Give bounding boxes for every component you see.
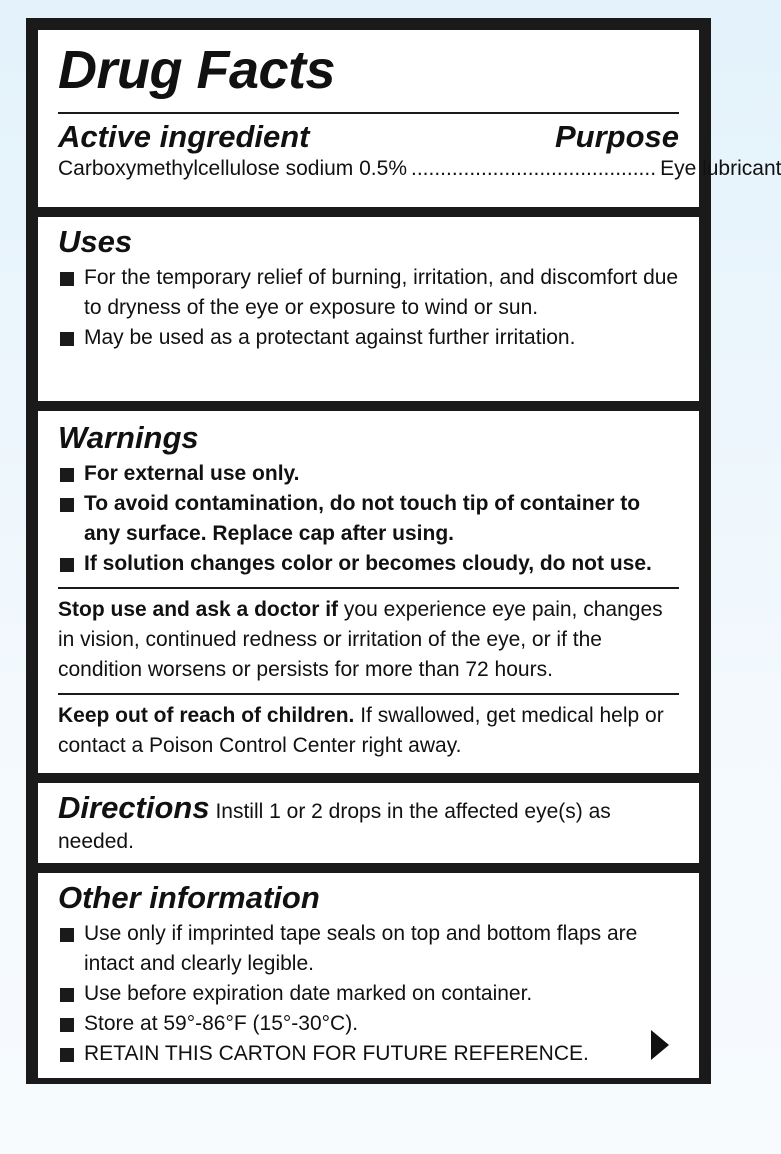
stop-use-heading: Stop use and ask a doctor if (58, 598, 339, 621)
list-item: Use before expiration date marked on container. (58, 979, 679, 1009)
uses-heading: Uses (58, 224, 133, 259)
keep-out-text: If swallowed, get medical help or contact a Poison Control Center right away. (58, 704, 664, 757)
page-title: Drug Facts (58, 40, 336, 100)
active-ingredient-header (58, 118, 679, 156)
uses-list (58, 263, 679, 353)
warnings-panel (38, 411, 699, 773)
stop-use-paragraph (58, 595, 679, 685)
ingredient-name: Carboxymethylcellulose sodium 0.5% (58, 157, 407, 180)
continue-arrow-icon (651, 1030, 669, 1060)
other-information-panel (38, 873, 699, 1078)
ingredient-purpose: Eye lubricant (660, 157, 781, 180)
leader-dots: .......................................... (411, 157, 657, 180)
directions-heading: Directions (58, 790, 210, 825)
list-item: For the temporary relief of burning, irritation, and discomfort due to dryness of the eye or exposure to wind or sun. (58, 263, 679, 323)
uses-panel (38, 217, 699, 401)
list-item: May be used as a protectant against further irritation. (58, 323, 679, 353)
warnings-heading: Warnings (58, 420, 199, 455)
keep-out-paragraph (58, 701, 679, 761)
purpose-heading: Purpose (554, 119, 679, 154)
active-ingredient-panel (38, 30, 781, 207)
list-item: For external use only. (58, 459, 679, 489)
list-item: To avoid contamination, do not touch tip of container to any surface. Replace cap after using. (58, 489, 679, 549)
stop-use-text: you experience eye pain, changes in vision, continued redness or irritation of the eye, or if the condition worsens or persists for more than 72 hours. (58, 598, 663, 681)
list-item: Store at 59°-86°F (15°-30°C). (58, 1009, 679, 1039)
other-information-list (58, 919, 679, 1069)
list-item: Use only if imprinted tape seals on top and bottom flaps are intact and clearly legible. (58, 919, 679, 979)
active-ingredient-heading: Active ingredient (58, 119, 310, 154)
directions-panel (38, 783, 699, 863)
drug-facts-label (26, 18, 781, 1084)
divider (58, 587, 679, 589)
warnings-list (58, 459, 679, 579)
directions-text: Instill 1 or 2 drops in the affected eye(s) as needed. (58, 800, 611, 853)
divider (58, 693, 679, 695)
list-item: RETAIN THIS CARTON FOR FUTURE REFERENCE. (58, 1039, 679, 1069)
list-item: If solution changes color or becomes cloudy, do not use. (58, 549, 679, 579)
other-information-heading: Other information (58, 880, 320, 915)
keep-out-heading: Keep out of reach of children. (58, 704, 355, 727)
directions-paragraph (58, 783, 679, 857)
active-ingredient-row (58, 156, 781, 182)
divider (58, 112, 679, 114)
